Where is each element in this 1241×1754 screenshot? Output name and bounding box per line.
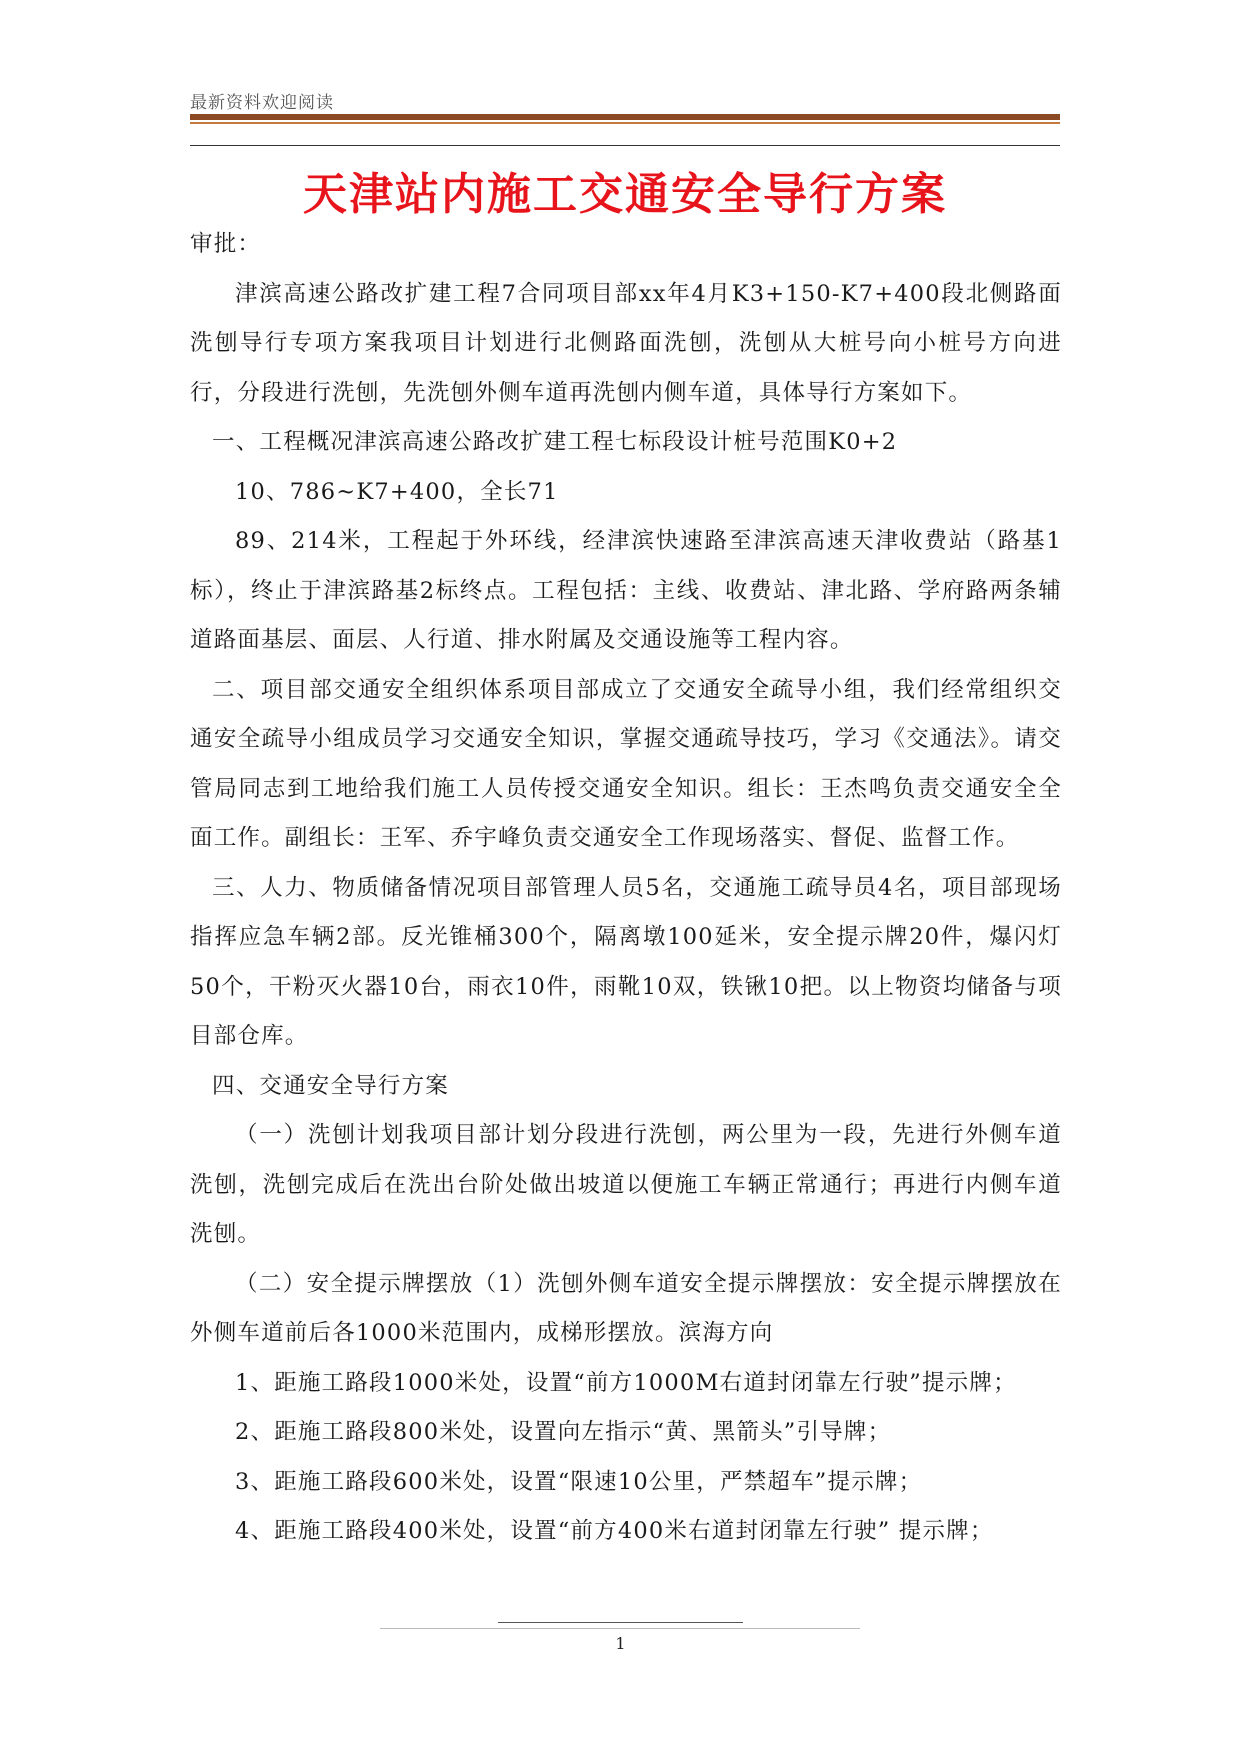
footer-rule-long	[380, 1628, 860, 1629]
approval-label: 审批：	[190, 231, 262, 257]
footer-rule-short	[498, 1622, 743, 1623]
paragraph-section-3: 三、人力、物质储备情况项目部管理人员5名，交通施工疏导员4名，项目部现场指挥应急车辆2部。反光锥桶300个，隔离墩100延米，安全提示牌20件，爆闪灯50个，干粉灭火器10台，雨衣10件，雨靴10双，铁锹10把。以上物资均储备与项目部仓库。	[190, 874, 1062, 1049]
paragraph-length: 89、214米，工程起于外环线，经津滨快速路至津滨高速天津收费站（路基1标），终止于津滨路基2标终点。工程包括：主线、收费站、津北路、学府路两条辅道路面基层、面层、人行道、排水附属及交通设施等工程内容。	[190, 528, 1062, 653]
paragraph-section-1: 一、工程概况津滨高速公路改扩建工程七标段设计桩号范围K0+2	[212, 429, 898, 455]
paragraph-chainage: 10、786~K7+400，全长71	[235, 478, 559, 505]
list-item-2: 2、距施工路段800米处，设置向左指示“黄、黑箭头”引导牌；	[235, 1419, 892, 1445]
document-title: 天津站内施工交通安全导行方案	[303, 169, 947, 220]
paragraph-section-4: 四、交通安全导行方案	[212, 1072, 450, 1099]
paragraph-intro: 津滨高速公路改扩建工程7合同项目部xx年4月K3+150-K7+400段北侧路面洗刨导行专项方案我项目计划进行北侧路面洗刨，洗刨从大桩号向小桩号方向进行，分段进行洗刨，先洗刨外侧车道再洗刨内侧车道，具体导行方案如下。	[190, 280, 1062, 406]
paragraph-section-2: 二、项目部交通安全组织体系项目部成立了交通安全疏导小组，我们经常组织交通安全疏导小组成员学习交通安全知识，掌握交通疏导技巧，学习《交通法》。请交管局同志到工地给我们施工人员传授交通安全知识。组长：王杰鸣负责交通安全全面工作。副组长：王军、乔宇峰负责交通安全工作现场落实、督促、监督工作。	[190, 676, 1062, 851]
list-item-4: 4、距施工路段400米处，设置“前方400米右道封闭靠左行驶” 提示牌；	[235, 1518, 994, 1544]
list-item-1: 1、距施工路段1000米处，设置“前方1000M右道封闭靠左行驶”提示牌；	[235, 1369, 1017, 1396]
page-number: 1	[615, 1634, 626, 1653]
header-rule-thick	[190, 114, 1060, 120]
paragraph-subsection-2: （二）安全提示牌摆放（1）洗刨外侧车道安全提示牌摆放：安全提示牌摆放在外侧车道前后各1000米范围内，成梯形摆放。滨海方向	[190, 1270, 1062, 1346]
document-body	[190, 220, 1062, 1557]
header-rule-thin	[190, 122, 1060, 124]
header-rule-black	[190, 145, 1060, 146]
list-item-3: 3、距施工路段600米处，设置“限速10公里，严禁超车”提示牌；	[235, 1468, 923, 1495]
running-header: 最新资料欢迎阅读	[190, 93, 334, 113]
paragraph-subsection-1: （一）洗刨计划我项目部计划分段进行洗刨，两公里为一段，先进行外侧车道洗刨，洗刨完成后在洗出台阶处做出坡道以便施工车辆正常通行；再进行内侧车道洗刨。	[190, 1122, 1062, 1247]
